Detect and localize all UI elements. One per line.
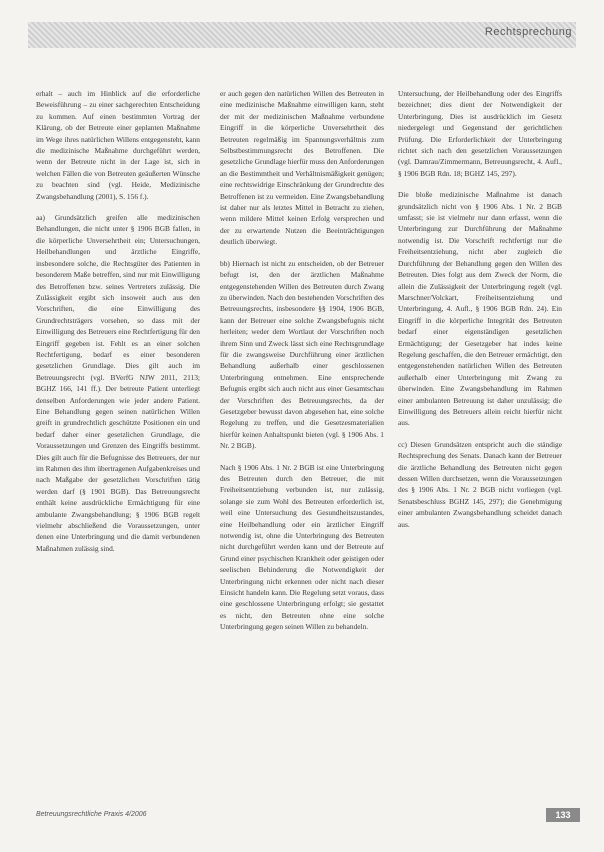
paragraph: cc) Diesen Grundsätzen entspricht auch die ständige Rechtsprechung des Senats. Danach kann der Betreuer die ärztliche Behandlung des Betreuten nicht gegen dessen Willen durchsetzen, wenn die Voraussetzungen des § 1906 Abs. 1 Nr. 2 BGB nicht vorliegen (vgl. Senatsbeschluss BGHZ 145, 297); die Genehmigung einer ambulanten Zwangsbehandlung scheidet danach aus. bbox=[398, 439, 562, 529]
text-column-1 bbox=[36, 88, 200, 564]
page-footer bbox=[36, 808, 580, 828]
paragraph: erhalt – auch im Hinblick auf die erforderliche Beweisführung – zu einer sachgerechten Entscheidung zu kommen. Auf einen bestimmten Vortrag der Klärung, ob der Betreute einer geplanten Maßnahme im Wege ihres natürlichen Willens entgegensteht, kann die medizinische Maßnahme durchgeführt werden, wenn der Betreute nicht in der Lage ist, sich in welchen Fällen die von Betreuten geäußerten Wünsche zu beachten sind (vgl. Heide, Medizinische Zwangsbehandlung (2001), S. 156 f.). bbox=[36, 89, 200, 201]
paragraph: aa) Grundsätzlich greifen alle medizinischen Behandlungen, die nicht unter § 1906 BGB fallen, in die körperliche Unversehrtheit ein; Untersuchungen, Heilbehandlungen und ärztliche Eingriffe, insbesondere solche, die Rechtsgüter des Patienten in besonderem Maße betreffen, sind nur mit Einwilligung des Betroffenen bzw. seines Vertreters zulässig. Die Zulässigkeit ergibt sich insoweit auch aus den Vorschriften, die eine Einwilligung des Grundrechtsträgers vorsehen, so dass mit der Einwilligung des Betreuers eine Rechtfertigung für den Eingriff gegeben ist. Fehlt es an einer solchen Rechtfertigung, bedarf es einer besonderen gesetzlichen Grundlage. Dies gilt auch im Betreuungsrecht (vgl. BVerfG NJW 2011, 2113; BGHZ 166, 141 ff.). Der betreute Patient unterliegt denselben Anforderungen wie jeder andere Patient. Eine Behandlung gegen seinen natürlichen Willen greift in grundrechtlich geschützte Positionen ein und bedarf daher einer gesetzlichen Grundlage, die Voraussetzungen und Grenzen des Eingriffs bestimmt. Dies gilt auch für die Befugnisse des Betreuers, der nur im Rahmen des ihm übertragenen Aufgabenkreises und nach Maßgabe der gesetzlichen Vorschriften tätig werden darf (§ 1901 BGB). Das Betreuungsrecht enthält keine ausdrückliche Ermächtigung für eine ambulante Zwangsbehandlung; § 1906 BGB regelt vielmehr abschließend die Voraussetzungen, unter denen eine Unterbringung und die damit verbundenen Maßnahmen zulässig sind. bbox=[36, 213, 200, 553]
journal-title: Betreuungsrechtliche Praxis 4/2006 bbox=[36, 811, 147, 818]
paragraph: Untersuchung, der Heilbehandlung oder des Eingriffs bezeichnet; dies dient der Notwendigkeit der Unterbringung. Dies ist ausdrücklich im Gesetz niedergelegt und Gegenstand der gerichtlichen Prüfung. Die Erforderlichkeit der Unterbringung richtet sich nach den gesetzlichen Voraussetzungen (vgl. Damrau/Zimmermann, Betreuungsrecht, 4. Aufl., § 1906 BGB Rdn. 18; BGHZ 145, 297). bbox=[398, 89, 562, 178]
section-label: Rechtsprechung bbox=[484, 26, 572, 38]
page-number: 133 bbox=[555, 810, 571, 820]
paragraph: Die bloße medizinische Maßnahme ist danach grundsätzlich nicht von § 1906 Abs. 1 Nr. 2 BGB umfasst; sie ist vielmehr nur dann erfasst, wenn die Unterbringung zur Durchführung der Maßnahme notwendig ist. Die Vorschrift rechtfertigt nur die Freiheitsentziehung, nicht aber zugleich die Durchführung der Behandlung gegen den Willen des Betreuten. Dies folgt aus dem Zweck der Norm, die allein die Zulässigkeit der Unterbringung regelt (vgl. Marschner/Volckart, Freiheitsentziehung und Unterbringung, 4. Aufl., § 1906 BGB Rdn. 24). Ein Eingriff in die körperliche Integrität des Betreuten bedarf einer eigenständigen gesetzlichen Ermächtigung; der Gesetzgeber hat indes keine Regelung geschaffen, die den Betreuer ermächtigt, den entgegenstehenden natürlichen Willen des Betreuten außerhalb einer Unterbringung mit Zwang zu überwinden. Eine Zwangsbehandlung im Rahmen einer ambulanten Betreuung ist daher unzulässig; die Einwilligung des Betreuers allein reicht hierfür nicht aus. bbox=[398, 190, 562, 428]
paragraph: er auch gegen den natürlichen Willen des Betreuten in eine medizinische Maßnahme einwilligen kann, steht der mit der medizinischen Maßnahme verbundene Eingriff in die körperliche Unversehrtheit des Betreuten regelmäßig im Spannungsverhältnis zum Selbstbestimmungsrecht des Betroffenen. Die gesetzliche Grundlage hierfür muss den Anforderungen an die Bestimmtheit und Verhältnismäßigkeit genügen; eine rechtswidrige Einschränkung der Grundrechte des Betroffenen ist zu vermeiden. Eine Zwangsbehandlung ist daher nur als letztes Mittel in Betracht zu ziehen, wenn mildere Mittel keinen Erfolg versprechen und der zu erwartende Nutzen die Beeinträchtigungen deutlich überwiegt. bbox=[220, 89, 384, 247]
text-column-3 bbox=[398, 88, 562, 540]
page-number-box bbox=[546, 808, 580, 822]
header-band bbox=[28, 22, 576, 48]
paragraph: Nach § 1906 Abs. 1 Nr. 2 BGB ist eine Unterbringung des Betreuten durch den Betreuer, die mit Freiheitsentziehung verbunden ist, nur zulässig, solange sie zum Wohl des Betreuten erforderlich ist, weil eine Untersuchung des Gesundheitszustandes, eine Heilbehandlung oder ein ärztlicher Eingriff notwendig ist, ohne die Unterbringung des Betreuten nicht durchgeführt werden kann und der Betreute auf Grund einer psychischen Krankheit oder geistigen oder seelischen Behinderung die Notwendigkeit der Unterbringung nicht erkennen oder nicht nach dieser Einsicht handeln kann. Die Regelung setzt voraus, dass eine geschlossene Unterbringung erfolgt; sie gestattet es nicht, den Betreuten ohne eine solche Unterbringung gegen seinen Willen zu behandeln. bbox=[220, 462, 384, 632]
text-column-2 bbox=[220, 88, 384, 643]
paragraph: bb) Hiernach ist nicht zu entscheiden, ob der Betreuer befugt ist, den der ärztlichen Maßnahme entgegenstehenden Willen des Betreuten durch Zwang zu überwinden. Nach den bestehenden Vorschriften des Betreuungsrechts, insbesondere §§ 1904, 1906 BGB, kann der Betreuer eine solche Zwangsbefugnis nicht herleiten; weder dem Wortlaut der Vorschriften noch ihrem Sinn und Zweck lässt sich eine Rechtsgrundlage für die zwangsweise Durchführung einer ärztlichen Behandlung außerhalb einer geschlossenen Unterbringung entnehmen. Eine entsprechende Befugnis ergibt sich auch nicht aus einer Gesamtschau der Vorschriften des Betreuungsrechts, da der Gesetzgeber bewusst davon abgesehen hat, eine solche Regelung zu treffen, und die Gesetzesmaterialien hierfür keinen Anhaltspunkt bieten (vgl. § 1906 Abs. 1 Nr. 2 BGB). bbox=[220, 258, 384, 451]
